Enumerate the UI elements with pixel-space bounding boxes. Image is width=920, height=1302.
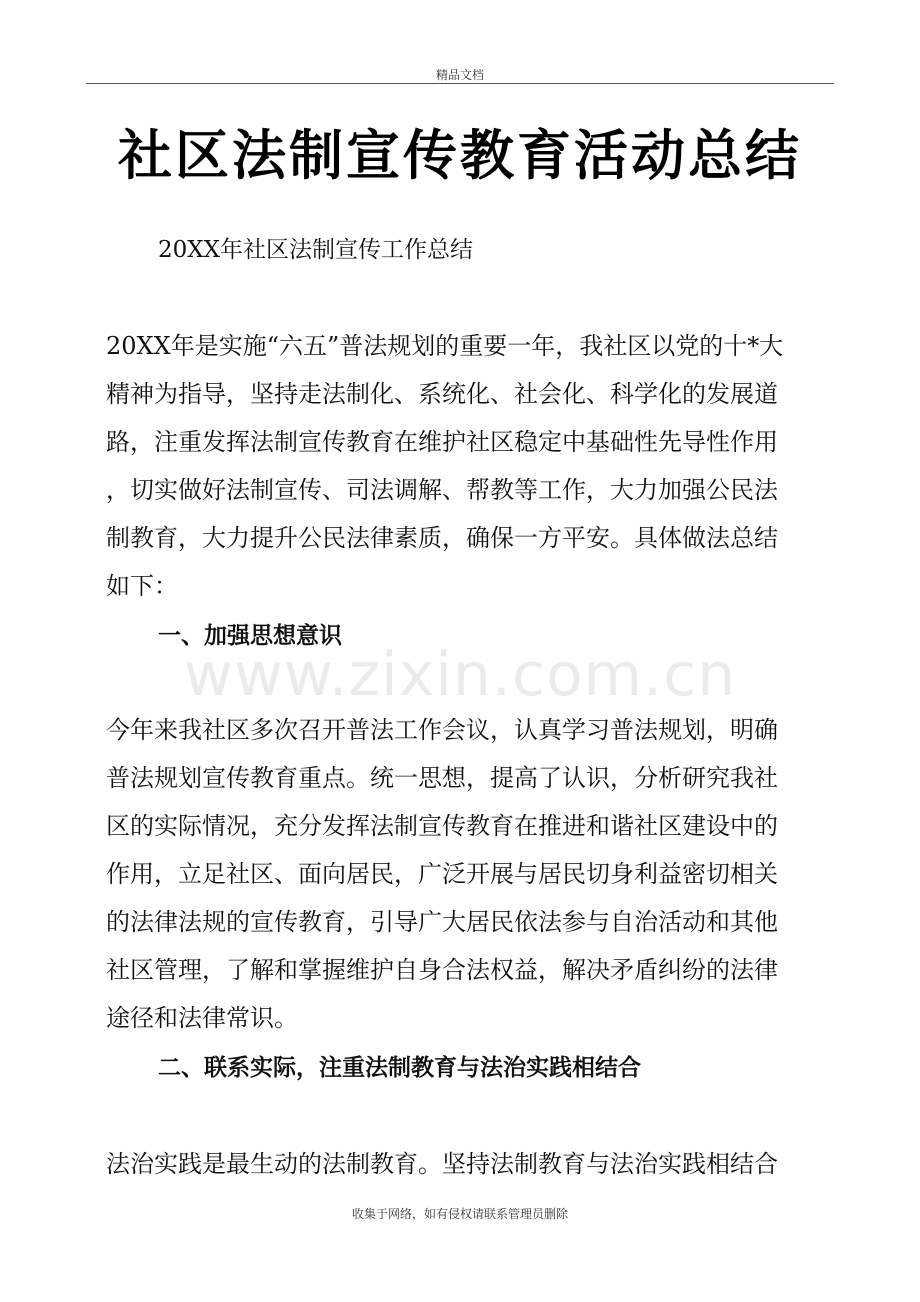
paragraph-line: 途径和法律常识。 [106,1004,298,1032]
paragraph-line: 作用，立足社区、面向居民，广泛开展与居民切身利益密切相关 [106,860,778,888]
section-heading-text: 二、联系实际，注重法制教育与法治实践相结合 [158,1055,641,1081]
page-footer-label: 收集于网络，如有侵权请联系管理员删除 [351,1207,568,1221]
paragraph-line: 法治实践是最生动的法制教育。坚持法制教育与法治实践相结合 [106,1150,778,1178]
paragraph-line: 普法规划宣传教育重点。统一思想，提高了认识，分析研究我社 [106,764,778,792]
section-heading-text: 一、加强思想意识 [158,623,342,649]
paragraph-line: ，切实做好法制宣传、司法调解、帮教等工作，大力加强公民法 [106,476,778,504]
paragraph-3 [106,1140,816,1188]
page-header-label: 精品文档 [435,68,484,82]
paragraph-2 [106,706,816,1042]
paragraph-line: 路，注重发挥法制宣传教育在维护社区稳定中基础性先导性作用 [106,428,778,456]
section-heading-1 [158,612,868,660]
header-divider [86,83,834,84]
paragraph-1 [106,322,816,610]
watermark: www.zixin.com.cn [183,640,737,710]
document-subtitle [158,226,868,274]
subtitle-text: 20XX年社区法制宣传工作总结 [158,237,474,263]
section-heading-2 [158,1044,868,1092]
paragraph-line: 制教育，大力提升公民法律素质，确保一方平安。具体做法总结 [106,524,778,552]
paragraph-line: 如下： [106,572,178,600]
paragraph-line: 20XX年是实施“六五”普法规划的重要一年，我社区以党的十*大 [106,332,784,360]
paragraph-line: 的法律法规的宣传教育，引导广大居民依法参与自治活动和其他 [106,908,778,936]
paragraph-line: 今年来我社区多次召开普法工作会议，认真学习普法规划，明确 [106,716,778,744]
paragraph-line: 社区管理，了解和掌握维护自身合法权益，解决矛盾纠纷的法律 [106,956,778,984]
paragraph-line: 精神为指导，坚持走法制化、系统化、社会化、科学化的发展道 [106,380,778,408]
document-title: 社区法制宣传教育活动总结 [118,124,802,187]
paragraph-line: 区的实际情况，充分发挥法制宣传教育在推进和谐社区建设中的 [106,812,778,840]
